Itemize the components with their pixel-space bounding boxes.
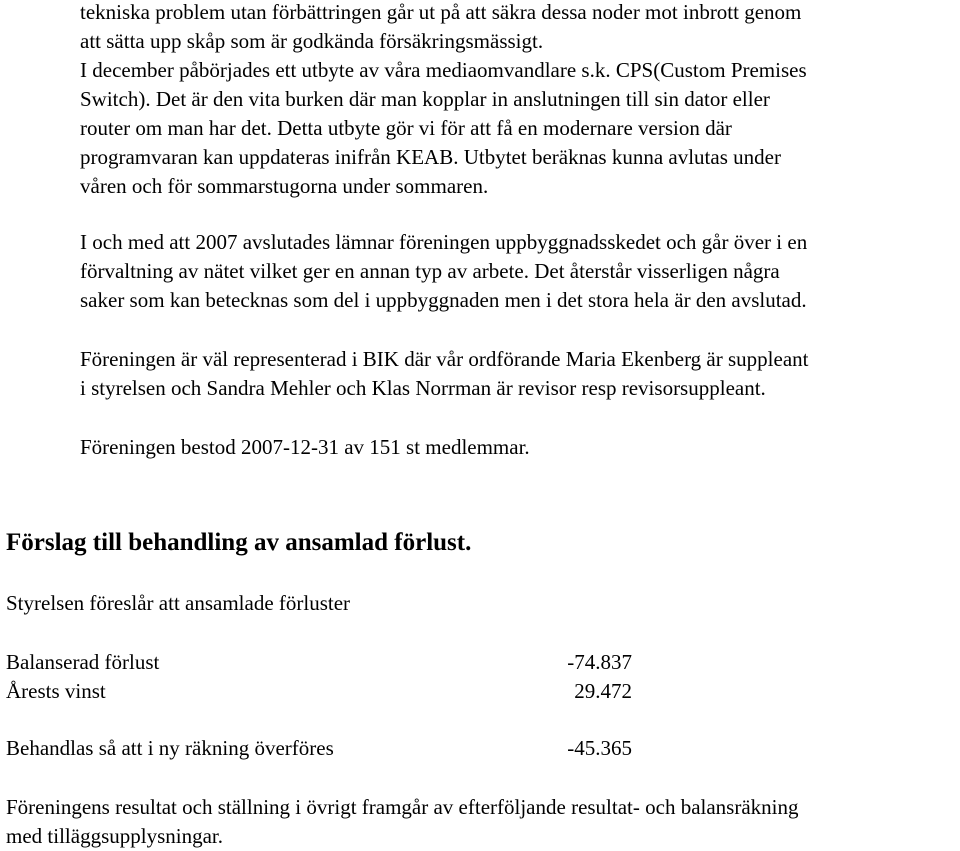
text-line: Föreningens resultat och ställning i övrigt framgår av efterföljande resultat- och balansräkning [6, 795, 799, 819]
paragraph-membership [80, 433, 530, 462]
paragraph-network-upgrades [80, 0, 807, 201]
text-line: I december påbörjades ett utbyte av våra mediaomvandlare s.k. CPS(Custom Premises [80, 58, 807, 82]
text-line: Föreningen är väl representerad i BIK där vår ordförande Maria Ekenberg är suppleant [80, 347, 809, 371]
row-label: Behandlas så att i ny räkning överföres [6, 736, 334, 760]
row-value: -74.837 [567, 650, 632, 674]
section-heading: Förslag till behandling av ansamlad förlust. [6, 529, 472, 556]
text-line: programvaran kan uppdateras inifrån KEAB. Utbytet beräknas kunna avlutas under [80, 145, 781, 169]
text-line: I och med att 2007 avslutades lämnar föreningen uppbyggnadsskedet och går över i en [80, 230, 808, 254]
text-line: att sätta upp skåp som är godkända försäkringsmässigt. [80, 29, 544, 53]
text-line: Switch). Det är den vita burken där man kopplar in anslutningen till sin dator eller [80, 87, 770, 111]
paragraph-build-phase [80, 228, 807, 315]
row-value: 29.472 [574, 679, 632, 703]
text-line: tekniska problem utan förbättringen går ut på att säkra dessa noder mot inbrott genom [80, 0, 802, 24]
text-line: saker som kan betecknas som del i uppbyggnaden men i det stora hela är den avslutad. [80, 288, 807, 312]
closing-paragraph [6, 793, 799, 851]
text-line: med tilläggsupplysningar. [6, 824, 223, 848]
paragraph-representation [80, 345, 808, 403]
row-value: -45.365 [567, 736, 632, 760]
row-label: Årests vinst [6, 679, 106, 703]
proposal-text: Styrelsen föreslår att ansamlade förluster [6, 591, 351, 615]
text-line: förvaltning av nätet vilket ger en annan typ av arbete. Det återstår visserligen några [80, 259, 780, 283]
text-line: i styrelsen och Sandra Mehler och Klas Norrman är revisor resp revisorsuppleant. [80, 376, 766, 400]
row-label: Balanserad förlust [6, 650, 160, 674]
text-line: router om man har det. Detta utbyte gör vi för att få en modernare version där [80, 116, 732, 140]
text-line: våren och för sommarstugorna under sommaren. [80, 174, 489, 198]
text-line: Föreningen bestod 2007-12-31 av 151 st medlemmar. [80, 435, 530, 459]
